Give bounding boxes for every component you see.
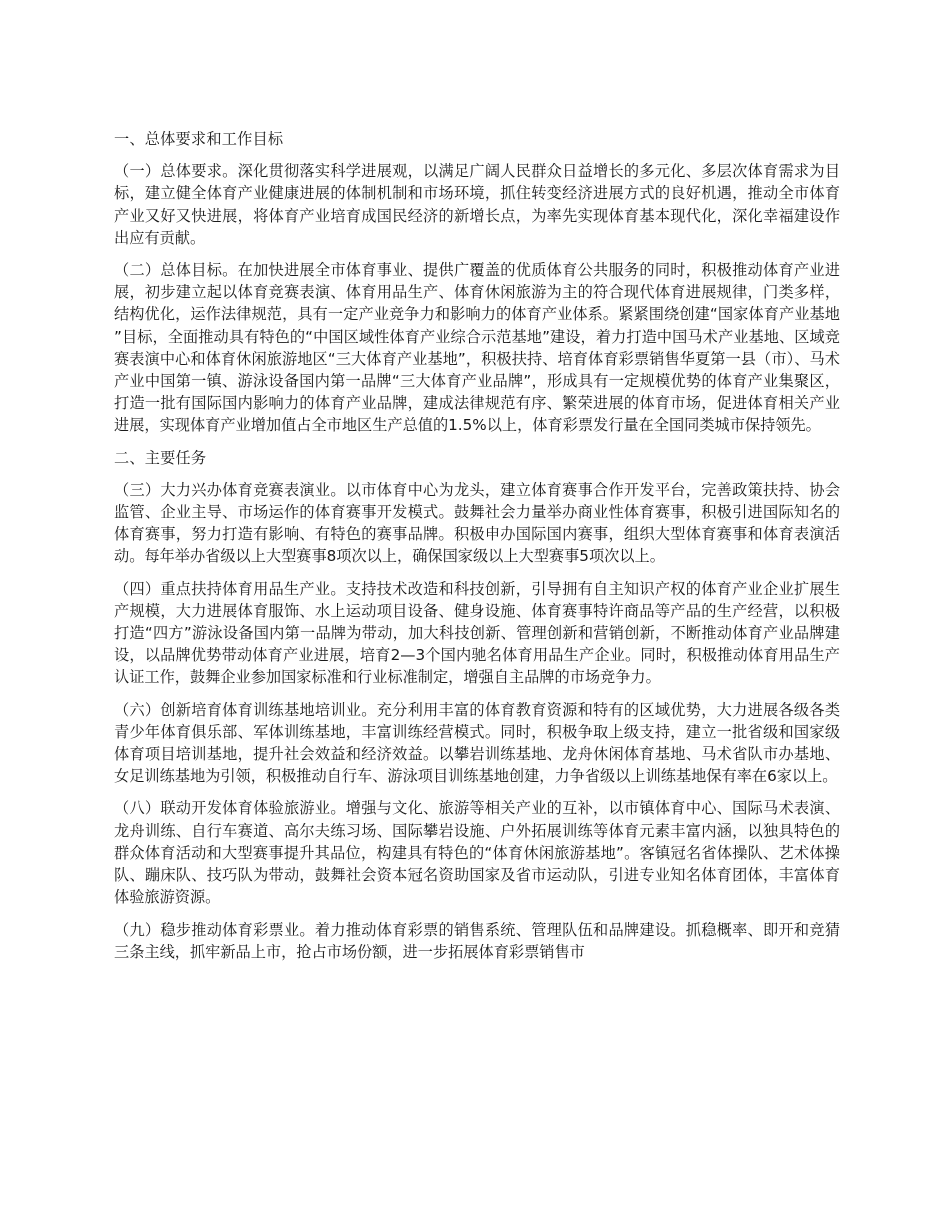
- paragraph-sports-lottery: （九）稳步推动体育彩票业。着力推动体育彩票的销售系统、管理队伍和品牌建设。抓稳概率、即开和竞猜三条主线，抓牢新品上市，抢占市场份额，进一步拓展体育彩票销售市: [114, 920, 840, 961]
- section-heading-overall-requirements: 一、总体要求和工作目标: [114, 130, 284, 148]
- paragraph-experience-tourism: （八）联动开发体育体验旅游业。增强与文化、旅游等相关产业的互补，以市镇体育中心、国际马术表演、龙舟训练、自行车赛道、高尔夫练习场、国际攀岩设施、户外拓展训练等体育元素丰富内涵，以独具特色的群众体育活动和大型赛事提升其品位，构建具有特色的“体育休闲旅游基地”。客镇冠名省体操队、艺术体操队、蹦床队、技巧队为带动，鼓舞社会资本冠名资助国家及省市运动队，引进专业知名体育团体，丰富体育体验旅游资源。: [114, 799, 840, 907]
- paragraph-training-bases: （六）创新培育体育训练基地培训业。充分利用丰富的体育教育资源和特有的区域优势，大力进展各级各类青少年体育俱乐部、军体训练基地，丰富训练经营模式。同时，积极争取上级支持，建立一批省级和国家级体育项目培训基地，提升社会效益和经济效益。以攀岩训练基地、龙舟休闲体育基地、马术省队市办基地、女足训练基地为引领，积极推动自行车、游泳项目训练基地创建，力争省级以上训练基地保有率在6家以上。: [114, 700, 840, 786]
- paragraph-overall-goals: （二）总体目标。在加快进展全市体育事业、提供广覆盖的优质体育公共服务的同时，积极推动体育产业进展，初步建立起以体育竞赛表演、体育用品生产、体育休闲旅游为主的符合现代体育进展规律，门类多样，结构优化，运作法律规范，具有一定产业竞争力和影响力的体育产业体系。紧紧围绕创建“国家体育产业基地”目标，全面推动具有特色的“中国区域性体育产业综合示范基地”建设，着力打造中国马术产业基地、区域竞赛表演中心和体育休闲旅游地区“三大体育产业基地”，积极扶持、培育体育彩票销售华夏第一县（市）、马术产业中国第一镇、游泳设备国内第一品牌“三大体育产业品牌”，形成具有一定规模优势的体育产业集聚区，打造一批有国际国内影响力的体育产业品牌，建成法律规范有序、繁荣进展的体育市场，促进体育相关产业进展，实现体育产业增加值占全市地区生产总值的1.5%以上，体育彩票发行量在全国同类城市保持领先。: [114, 261, 840, 435]
- document-body: [114, 128, 840, 973]
- paragraph-competition-performance: （三）大力兴办体育竞赛表演业。以市体育中心为龙头，建立体育赛事合作开发平台，完善政策扶持、协会监管、企业主导、市场运作的体育赛事开发模式。鼓舞社会力量举办商业性体育赛事，积极引进国际知名的体育赛事，努力打造有影响、有特色的赛事品牌。积极申办国际国内赛事，组织大型体育赛事和体育表演活动。每年举办省级以上大型赛事8项次以上，确保国家级以上大型赛事5项次以上。: [114, 480, 840, 566]
- paragraph-sporting-goods: （四）重点扶持体育用品生产业。支持技术改造和科技创新，引导拥有自主知识产权的体育产业企业扩展生产规模，大力进展体育服饰、水上运动项目设备、健身设施、体育赛事特许商品等产品的生产经营，以积极打造“四方”游泳设备国内第一品牌为带动，加大科技创新、管理创新和营销创新，不断推动体育产业品牌建设，以品牌优势带动体育产业进展，培育2—3个国内驰名体育用品生产企业。同时，积极推动体育用品生产认证工作，鼓舞企业参加国家标准和行业标准制定，增强自主品牌的市场竞争力。: [114, 579, 840, 687]
- section-heading-main-tasks: 二、主要任务: [114, 448, 207, 467]
- paragraph-overall-requirements: （一）总体要求。深化贯彻落实科学进展观，以满足广阔人民群众日益增长的多元化、多层次体育需求为目标，建立健全体育产业健康进展的体制机制和市场环境，抓住转变经济进展方式的良好机遇，推动全市体育产业又好又快进展，将体育产业培育成国民经济的新增长点，为率先实现体育基本现代化，深化幸福建设作出应有贡献。: [114, 162, 840, 247]
